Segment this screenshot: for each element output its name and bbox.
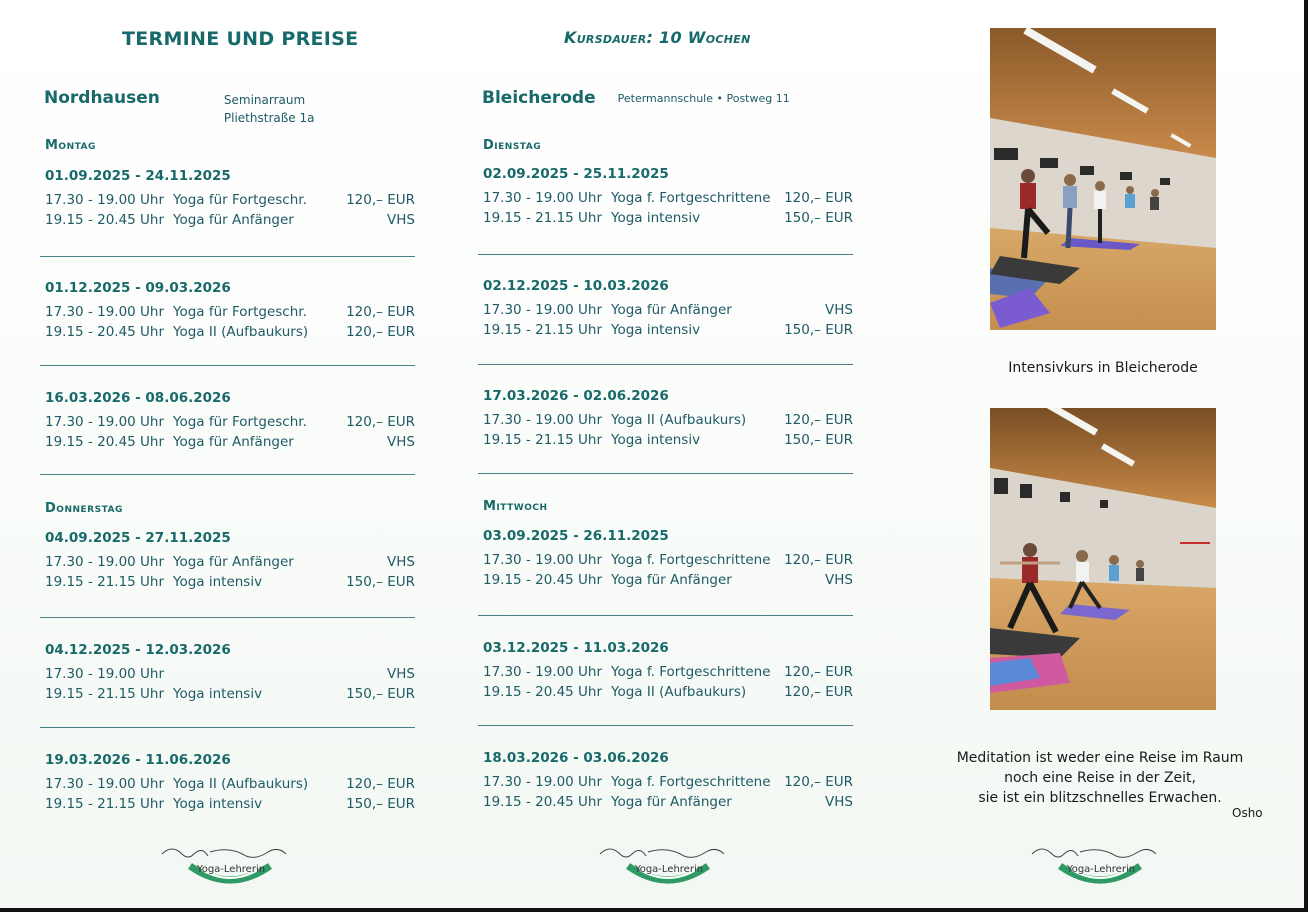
schedule-row — [483, 772, 853, 792]
schedule-row — [483, 410, 853, 430]
schedule-block — [45, 280, 415, 342]
course: Yoga für Anfänger — [173, 554, 294, 570]
price: VHS — [387, 434, 415, 450]
location-header — [44, 88, 314, 127]
course: Yoga intensiv — [173, 686, 263, 702]
course: Yoga intensiv — [173, 796, 263, 812]
scan-edge — [0, 908, 1308, 912]
city-name: Nordhausen — [44, 88, 160, 108]
address-line: Seminarraum — [223, 93, 306, 107]
price: 150,– EUR — [346, 796, 415, 812]
course: Yoga II (Aufbaukurs) — [173, 776, 309, 792]
course: Yoga für Fortgeschr. — [173, 192, 307, 208]
time: 17.30 - 19.00 Uhr — [483, 302, 603, 318]
course: Yoga f. Fortgeschrittene — [611, 664, 771, 680]
schedule-row — [483, 300, 853, 320]
schedule-row — [483, 320, 853, 340]
price: 150,– EUR — [784, 210, 853, 226]
schedule-block — [483, 278, 853, 340]
signature-label: Yoga-Lehrerin — [634, 864, 704, 875]
time: 17.30 - 19.00 Uhr — [45, 192, 165, 208]
schedule-row — [483, 188, 853, 208]
divider — [40, 617, 415, 618]
photo-caption: Intensivkurs in Bleicherode — [1008, 360, 1198, 376]
date-range: 04.12.2025 - 12.03.2026 — [45, 642, 231, 658]
schedule-block — [45, 530, 415, 592]
date-range: 02.12.2025 - 10.03.2026 — [483, 278, 669, 294]
course: Yoga für Fortgeschr. — [173, 414, 307, 430]
date-range: 01.09.2025 - 24.11.2025 — [45, 168, 231, 184]
course: Yoga II (Aufbaukurs) — [611, 412, 747, 428]
schedule-row — [483, 550, 853, 570]
price: 150,– EUR — [784, 322, 853, 338]
course: Yoga für Anfänger — [611, 572, 732, 588]
day-heading: Donnerstag — [45, 501, 123, 516]
schedule-row — [483, 570, 853, 590]
price: 120,– EUR — [784, 412, 853, 428]
day-heading: Mittwoch — [483, 499, 548, 514]
location-header — [482, 88, 790, 108]
price: VHS — [387, 554, 415, 570]
schedule-row — [483, 430, 853, 450]
date-range: 17.03.2026 - 02.06.2026 — [483, 388, 669, 404]
time: 19.15 - 20.45 Uhr — [483, 684, 603, 700]
signature-label: Yoga-Lehrerin — [196, 864, 266, 875]
schedule-block — [483, 528, 853, 590]
date-range: 01.12.2025 - 09.03.2026 — [45, 280, 231, 296]
course: Yoga II (Aufbaukurs) — [173, 324, 309, 340]
schedule-row — [45, 412, 415, 432]
scan-edge — [1304, 0, 1308, 912]
course: Yoga für Anfänger — [611, 794, 732, 810]
address — [224, 91, 315, 127]
schedule-row — [45, 432, 415, 452]
yoga-class-photo — [990, 408, 1216, 710]
time: 17.30 - 19.00 Uhr — [483, 664, 603, 680]
divider — [478, 615, 853, 616]
time: 17.30 - 19.00 Uhr — [45, 776, 165, 792]
divider — [478, 473, 853, 474]
price: 150,– EUR — [784, 432, 853, 448]
divider — [40, 474, 415, 475]
time: 19.15 - 21.15 Uhr — [483, 210, 603, 226]
divider — [40, 365, 415, 366]
schedule-block — [45, 390, 415, 452]
day-heading: Montag — [45, 138, 96, 153]
quote-author: Osho — [1232, 806, 1263, 820]
price: 120,– EUR — [784, 664, 853, 680]
price: VHS — [387, 666, 415, 682]
price: 120,– EUR — [346, 776, 415, 792]
schedule-row — [45, 664, 415, 684]
time: 17.30 - 19.00 Uhr — [45, 554, 165, 570]
price: 150,– EUR — [346, 574, 415, 590]
date-range: 16.03.2026 - 08.06.2026 — [45, 390, 231, 406]
column-nordhausen — [40, 0, 420, 905]
address-line: Pliethstraße 1a — [223, 111, 315, 125]
time: 19.15 - 21.15 Uhr — [483, 432, 603, 448]
price: 120,– EUR — [346, 414, 415, 430]
course: Yoga für Anfänger — [173, 212, 294, 228]
date-range: 04.09.2025 - 27.11.2025 — [45, 530, 231, 546]
course: Yoga intensiv — [173, 574, 263, 590]
time: 19.15 - 20.45 Uhr — [45, 324, 165, 340]
price: VHS — [825, 302, 853, 318]
course: Yoga für Anfänger — [173, 434, 294, 450]
time: 19.15 - 20.45 Uhr — [483, 794, 603, 810]
price: VHS — [387, 212, 415, 228]
course: Yoga f. Fortgeschrittene — [611, 774, 771, 790]
signature-label: Yoga-Lehrerin — [1066, 864, 1136, 875]
time: 17.30 - 19.00 Uhr — [45, 666, 165, 682]
schedule-row — [45, 210, 415, 230]
schedule-row — [45, 774, 415, 794]
course — [173, 664, 345, 684]
duration-title — [564, 28, 751, 47]
schedule-block — [45, 168, 415, 230]
course: Yoga für Fortgeschr. — [173, 304, 307, 320]
time: 19.15 - 20.45 Uhr — [483, 572, 603, 588]
schedule-row — [483, 208, 853, 228]
time: 17.30 - 19.00 Uhr — [483, 190, 603, 206]
divider — [478, 254, 853, 255]
column-images — [950, 0, 1270, 905]
schedule-block — [45, 752, 415, 814]
address: Petermannschule • Postweg 11 — [617, 92, 790, 105]
time: 19.15 - 21.15 Uhr — [483, 322, 603, 338]
course: Yoga f. Fortgeschrittene — [611, 190, 771, 206]
price: 120,– EUR — [346, 324, 415, 340]
course: Yoga II (Aufbaukurs) — [611, 684, 747, 700]
city-name: Bleicherode — [482, 88, 596, 108]
column-bleicherode — [478, 0, 858, 905]
date-range: 18.03.2026 - 03.06.2026 — [483, 750, 669, 766]
time: 17.30 - 19.00 Uhr — [45, 304, 165, 320]
quote-line: sie ist ein blitzschnelles Erwachen. — [978, 790, 1222, 806]
time: 19.15 - 20.45 Uhr — [45, 434, 165, 450]
day-heading: Dienstag — [483, 138, 542, 153]
time: 17.30 - 19.00 Uhr — [483, 412, 603, 428]
price: 120,– EUR — [784, 552, 853, 568]
schedule-row — [483, 662, 853, 682]
price: VHS — [825, 572, 853, 588]
price: VHS — [825, 794, 853, 810]
date-range: 03.12.2025 - 11.03.2026 — [483, 640, 669, 656]
time: 17.30 - 19.00 Uhr — [483, 552, 603, 568]
time: 19.15 - 21.15 Uhr — [45, 796, 165, 812]
schedule-row — [45, 552, 415, 572]
time: 17.30 - 19.00 Uhr — [45, 414, 165, 430]
divider — [478, 364, 853, 365]
quote-line: Meditation ist weder eine Reise im Raum — [956, 750, 1244, 766]
schedule-block — [45, 642, 415, 704]
quote-line: noch eine Reise in der Zeit, — [1004, 770, 1196, 786]
duration-text: Kursdauer: 10 Wochen — [564, 28, 751, 47]
schedule-row — [483, 682, 853, 702]
price: 120,– EUR — [346, 304, 415, 320]
schedule-row — [45, 322, 415, 342]
divider — [40, 256, 415, 257]
yoga-class-photo — [990, 28, 1216, 330]
divider — [40, 727, 415, 728]
schedule-row — [45, 572, 415, 592]
schedule-block — [483, 166, 853, 228]
schedule-block — [483, 640, 853, 702]
time: 17.30 - 19.00 Uhr — [483, 774, 603, 790]
course: Yoga intensiv — [611, 322, 701, 338]
course: Yoga intensiv — [611, 210, 701, 226]
divider — [478, 725, 853, 726]
price: 150,– EUR — [346, 686, 415, 702]
date-range: 19.03.2026 - 11.06.2026 — [45, 752, 231, 768]
schedule-row — [45, 302, 415, 322]
course: Yoga für Anfänger — [611, 302, 732, 318]
schedule-block — [483, 388, 853, 450]
page-title: TERMINE UND PREISE — [122, 28, 359, 50]
price: 120,– EUR — [784, 774, 853, 790]
schedule-block — [483, 750, 853, 812]
time: 19.15 - 21.15 Uhr — [45, 574, 165, 590]
price: 120,– EUR — [346, 192, 415, 208]
signature-logo — [160, 840, 300, 888]
signature-logo — [1030, 840, 1170, 888]
date-range: 03.09.2025 - 26.11.2025 — [483, 528, 669, 544]
quote — [950, 748, 1250, 808]
time: 19.15 - 21.15 Uhr — [45, 686, 165, 702]
course: Yoga intensiv — [611, 432, 701, 448]
course: Yoga f. Fortgeschrittene — [611, 552, 771, 568]
price: 120,– EUR — [784, 190, 853, 206]
schedule-row — [45, 190, 415, 210]
schedule-row — [45, 794, 415, 814]
price: 120,– EUR — [784, 684, 853, 700]
signature-logo — [598, 840, 738, 888]
schedule-row — [483, 792, 853, 812]
time: 19.15 - 20.45 Uhr — [45, 212, 165, 228]
schedule-row — [45, 684, 415, 704]
date-range: 02.09.2025 - 25.11.2025 — [483, 166, 669, 182]
